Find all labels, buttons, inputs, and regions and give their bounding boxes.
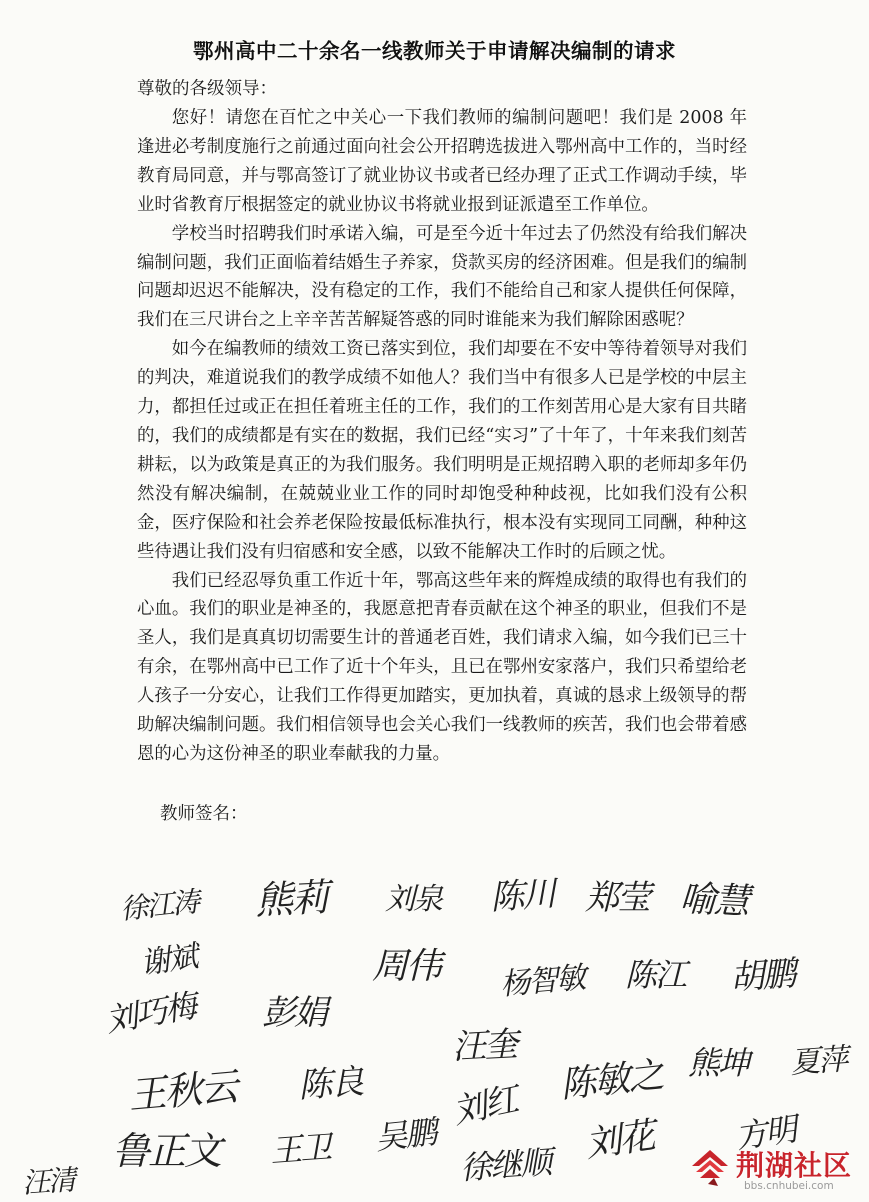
signature: 刘红 <box>449 1079 521 1133</box>
signature: 郑莹 <box>585 878 649 918</box>
signature: 周伟 <box>372 946 441 987</box>
document-title: 鄂州高中二十余名一线教师关于申请解决编制的请求 <box>193 39 676 63</box>
signature: 陈良 <box>296 1061 364 1107</box>
signature: 鲁正文 <box>112 1129 221 1173</box>
signature: 喻慧 <box>678 878 749 923</box>
signature: 汪清 <box>21 1163 76 1200</box>
forum-logo-icon <box>688 1144 732 1188</box>
signature: 吴鹏 <box>373 1112 438 1158</box>
watermark <box>688 1140 858 1196</box>
signature: 徐江涛 <box>118 885 200 926</box>
paragraph-2: 学校当时招聘我们时承诺入编，可是至今近十年过去了仍然没有给我们解决编制问题，我们正面临着结婚生子养家，贷款买房的经济困难。但是我们的编制问题却迟迟不能解决，没有稳定的工作，我们不能给自己和家人提供任何保障，我们在三尺讲台之上辛辛苦苦解疑答惑的同时谁能来为我们解除困惑呢？ <box>137 223 747 331</box>
signature: 王秋云 <box>126 1064 239 1118</box>
signature: 胡鹏 <box>728 953 796 999</box>
signature-label: 教师签名： <box>160 804 248 824</box>
signature: 杨智敏 <box>498 960 586 1003</box>
watermark-text: 荆湖社区 <box>736 1149 853 1182</box>
letter-body <box>137 104 747 769</box>
signature: 陈江 <box>625 956 686 994</box>
signature: 王卫 <box>268 1127 332 1171</box>
signature: 夏萍 <box>789 1042 848 1081</box>
signature: 刘巧梅 <box>102 986 198 1040</box>
paragraph-1: 您好！请您在百忙之中关心一下我们教师的编制问题吧！我们是 2008 年逢进必考制度施行之前通过面向社会公开招聘选拔进入鄂州高中工作的，当时经教育局同意，并与鄂高签订了就业协议书或者已经办理了正式工作调动手续，毕业时省教育厅根据签定的就业协议书将就业报到证派遣至工作单位。 <box>137 108 747 215</box>
signature: 陈敏之 <box>558 1054 665 1107</box>
signature: 熊坤 <box>688 1044 749 1082</box>
signature: 汪奎 <box>451 1024 518 1068</box>
signature: 方明 <box>732 1109 798 1156</box>
signature: 彭娟 <box>262 993 326 1033</box>
signature: 刘花 <box>582 1115 656 1166</box>
signature: 徐继顺 <box>458 1142 552 1188</box>
paragraph-3: 如今在编教师的绩效工资已落实到位，我们却要在不安中等待着领导对我们的判决，难道说我们的教学成绩不如他人？我们当中有很多人已是学校的中层主力，都担任过或正在担任着班主任的工作，我们的工作刻苦用心是大家有目共睹的，我们的成绩都是有实在的数据，我们已经“实习”了十年了，十年来我们刻苦耕耘，以为政策是真正的为我们服务。我们明明是正规招聘入职的老师却多年仍然没有解决编制，在兢兢业业工作的同时却饱受种种歧视，比如我们没有公积金，医疗保险和社会养老保险按最低标准执行，根本没有实现同工同酬，种种这些待遇让我们没有归宿感和安全感，以致不能解决工作时的后顾之忧。 <box>137 339 747 562</box>
signature: 陈川 <box>488 873 556 919</box>
signature: 谢斌 <box>138 939 199 982</box>
paragraph-4: 我们已经忍辱负重工作近十年，鄂高这些年来的辉煌成绩的取得也有我们的心血。我们的职业是神圣的，我愿意把青春贡献在这个神圣的职业，但我们不是圣人，我们是真真切切需要生计的普通老百姓，我们请求入编，如今我们已三十有余，在鄂州高中已工作了近十个年头，且已在鄂州安家落户，我们只希望给老人孩子一分安心，让我们工作得更加踏实，更加执着，真诚的恳求上级领导的帮助解决编制问题。我们相信领导也会关心我们一线教师的疾苦，我们也会带着感恩的心为这份神圣的职业奉献我的力量。 <box>137 570 747 764</box>
signature: 熊莉 <box>254 875 329 923</box>
watermark-url: bbs.cnhubei.com <box>744 1180 834 1192</box>
signature: 刘泉 <box>385 882 441 917</box>
salutation: 尊敬的各级领导： <box>137 79 277 99</box>
